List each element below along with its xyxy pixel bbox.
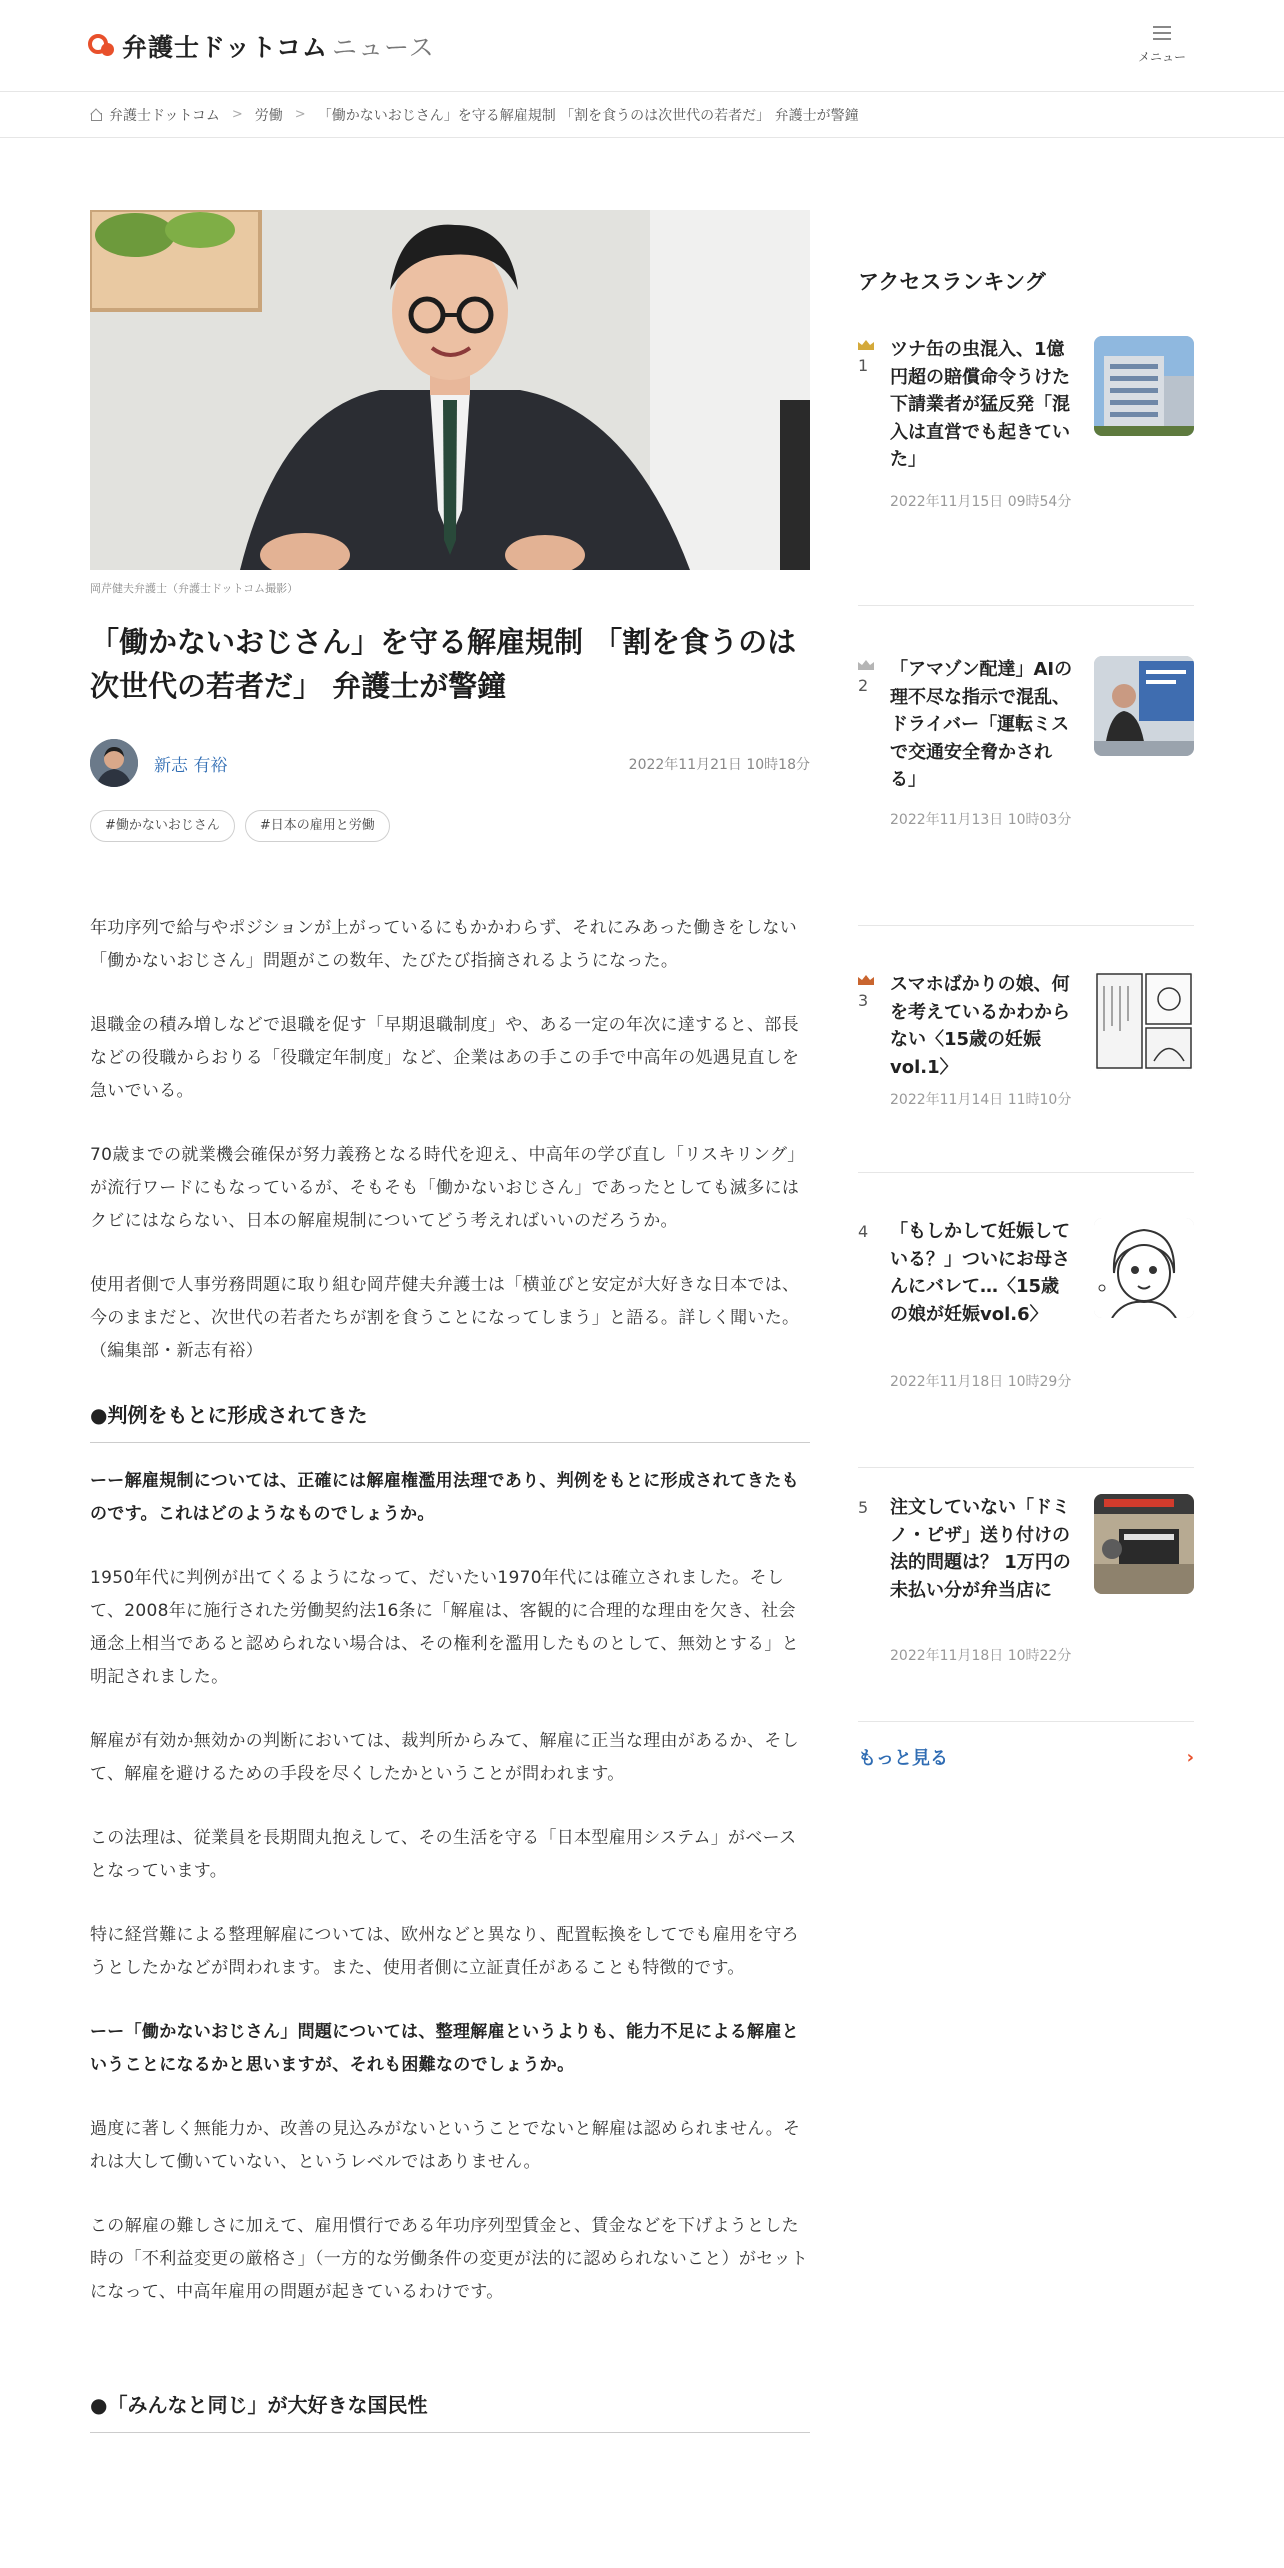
interview-answer: この法理は、従業員を長期間丸抱えして、その生活を守る「日本型雇用システム」がベースとなっています。 bbox=[90, 1828, 797, 1881]
access-ranking-sidebar bbox=[858, 210, 1194, 1772]
site-header bbox=[0, 0, 1284, 92]
tag-link[interactable]: #働かないおじさん bbox=[90, 810, 235, 842]
ranking-thumbnail bbox=[1094, 971, 1194, 1071]
ranking-item-title: 注文していない「ドミノ・ピザ」送り付けの法的問題は？ 1万円の未払い分が弁当店に bbox=[890, 1497, 1071, 1601]
article-hero-image bbox=[90, 210, 810, 570]
article-title: 「働かないおじさん」を守る解雇規制 「割を食うのは次世代の若者だ」 弁護士が警鐘 bbox=[90, 625, 797, 703]
menu-button[interactable] bbox=[1134, 20, 1190, 72]
rank-number: 2 bbox=[858, 676, 869, 695]
article-body bbox=[90, 912, 810, 2433]
home-icon bbox=[90, 109, 101, 120]
ranking-item-date: 2022年11月13日 10時03分 bbox=[890, 812, 1072, 828]
ranking-thumbnail bbox=[1094, 656, 1194, 756]
ranking-thumbnail bbox=[1094, 336, 1194, 436]
publish-date: 2022年11月21日 10時18分 bbox=[628, 757, 810, 773]
breadcrumb-separator-icon: > bbox=[294, 107, 306, 122]
author-row bbox=[90, 738, 810, 788]
rank-number: 1 bbox=[858, 356, 869, 375]
ranking-item-date: 2022年11月14日 11時10分 bbox=[890, 1092, 1072, 1108]
article-paragraph: 使用者側で人事労務問題に取り組む岡芹健夫弁護士は「横並びと安定が大好きな日本では、今のままだと、次世代の若者たちが割を食うことになってしまう」と語る。詳しく聞いた。（編集部・新志有裕） bbox=[90, 1275, 800, 1361]
hamburger-icon bbox=[1153, 26, 1171, 40]
ranking-item-date: 2022年11月18日 10時29分 bbox=[890, 1374, 1072, 1390]
breadcrumb bbox=[0, 92, 1284, 138]
interview-answer: 過度に著しく無能力か、改善の見込みがないということでないと解雇は認められません。それは大して働いていない、というレベルではありません。 bbox=[90, 2119, 801, 2172]
article-paragraph: 退職金の積み増しなどで退職を促す「早期退職制度」や、ある一定の年次に達すると、部長などの役職からおりる「役職定年制度」など、企業はあの手この手で中高年の処遇見直しを急いでいる。 bbox=[90, 1015, 800, 1101]
more-ranking-link[interactable] bbox=[858, 1742, 1194, 1772]
interview-answer: 1950年代に判例が出てくるようになって、だいたい1970年代には確立されました。そして、2008年に施行された労働契約法16条に「解雇は、客観的に合理的な理由を欠き、社会通念上相当であると認められない場合は、その権利を濫用したものとして、無効とする」と明記されました。 bbox=[90, 1568, 799, 1687]
article bbox=[90, 210, 810, 2455]
more-label: もっと見る bbox=[858, 1748, 948, 1769]
rank-number: 5 bbox=[858, 1498, 869, 1517]
ranking-list bbox=[858, 336, 1194, 1772]
ranking-item-date: 2022年11月15日 09時54分 bbox=[890, 494, 1072, 510]
ranking-item-date: 2022年11月18日 10時22分 bbox=[890, 1648, 1072, 1664]
interview-question: ーー「働かないおじさん」問題については、整理解雇というよりも、能力不足による解雇ということになるかと思いますが、それも困難なのでしょうか。 bbox=[90, 2022, 799, 2075]
article-paragraph: 70歳までの就業機会確保が努力義務となる時代を迎え、中高年の学び直し「リスキリング」が流行ワードにもなっているが、そもそも「働かないおじさん」であったとしても滅多にはクビにはならない、日本の解雇規制についてどう考えればいいのだろうか。 bbox=[90, 1145, 805, 1231]
interview-answer: 特に経営難による整理解雇については、欧州などと異なり、配置転換をしてでも雇用を守ろうとしたかなどが問われます。また、使用者側に立証責任があることも特徴的です。 bbox=[90, 1925, 799, 1978]
bronze-crown-icon bbox=[858, 975, 874, 985]
rank-number: 4 bbox=[858, 1222, 869, 1241]
ranking-item-title: ツナ缶の虫混入、1億円超の賠償命令うけた下請業者が猛反発「混入は直営でも起きていた」 bbox=[890, 339, 1070, 470]
menu-label: メニュー bbox=[1137, 50, 1186, 64]
interview-answer: 解雇が有効か無効かの判断においては、裁判所からみて、解雇に正当な理由があるか、そして、解雇を避けるための手段を尽くしたかということが問われます。 bbox=[90, 1731, 799, 1784]
breadcrumb-item-category[interactable]: 労働 bbox=[254, 107, 283, 124]
author-name-link[interactable]: 新志 有裕 bbox=[154, 755, 228, 776]
author-avatar[interactable] bbox=[90, 739, 138, 787]
ranking-item[interactable] bbox=[858, 1218, 1194, 1468]
chevron-right-icon: › bbox=[1186, 1746, 1194, 1768]
ranking-item[interactable] bbox=[858, 656, 1194, 926]
ranking-thumbnail bbox=[1094, 1218, 1194, 1318]
ranking-item[interactable] bbox=[858, 971, 1194, 1173]
logo-sub-text: ニュース bbox=[332, 33, 435, 62]
ranking-item[interactable] bbox=[858, 1468, 1194, 1722]
interview-answer: この解雇の難しさに加えて、雇用慣行である年功序列型賃金と、賃金などを下げようとした時の「不利益変更の厳格さ」（一方的な労働条件の変更が法的に認められないこと）がセットになって、中高年雇用の問題が起きているわけです。 bbox=[90, 2216, 809, 2302]
ranking-item[interactable] bbox=[858, 336, 1194, 606]
gold-crown-icon bbox=[858, 340, 874, 350]
ranking-thumbnail bbox=[1094, 1494, 1194, 1594]
interview-question: ーー解雇規制については、正確には解雇権濫用法理であり、判例をもとに形成されてきたものです。これはどのようなものでしょうか。 bbox=[90, 1471, 799, 1524]
article-paragraph: 年功序列で給与やポジションが上がっているにもかかわらず、それにみあった働きをしない「働かないおじさん」問題がこの数年、たびたび指摘されるようになった。 bbox=[90, 918, 798, 971]
rank-number: 3 bbox=[858, 991, 869, 1010]
site-logo[interactable] bbox=[88, 28, 435, 64]
ranking-item-title: 「アマゾン配達」AIの理不尽な指示で混乱、ドライバー「運転ミスで交通安全脅かされる」 bbox=[890, 659, 1073, 790]
silver-crown-icon bbox=[858, 660, 874, 670]
breadcrumb-item-home[interactable]: 弁護士ドットコム bbox=[109, 107, 220, 124]
breadcrumb-item-current: 「働かないおじさん」を守る解雇規制 「割を食うのは次世代の若者だ」 弁護士が警鐘 bbox=[317, 107, 859, 124]
logo-mark-icon bbox=[88, 32, 116, 60]
breadcrumb-separator-icon: > bbox=[231, 107, 243, 122]
image-caption: 岡芹健夫弁護士（弁護士ドットコム撮影） bbox=[90, 582, 299, 595]
section-heading: ●「みんなと同じ」が大好きな国民性 bbox=[90, 2389, 810, 2433]
logo-main-text: 弁護士ドットコム bbox=[122, 33, 329, 62]
ranking-title: アクセスランキング bbox=[858, 270, 1046, 294]
ranking-item-title: スマホばかりの娘、何を考えているかわからない〈15歳の妊娠vol.1〉 bbox=[890, 974, 1070, 1078]
section-heading: ●判例をもとに形成されてきた bbox=[90, 1399, 810, 1443]
tag-link[interactable]: #日本の雇用と労働 bbox=[245, 810, 390, 842]
tag-list bbox=[90, 810, 810, 842]
ranking-item-title: 「もしかして妊娠している？」ついにお母さんにバレて…〈15歳の娘が妊娠vol.6〉 bbox=[890, 1221, 1070, 1325]
